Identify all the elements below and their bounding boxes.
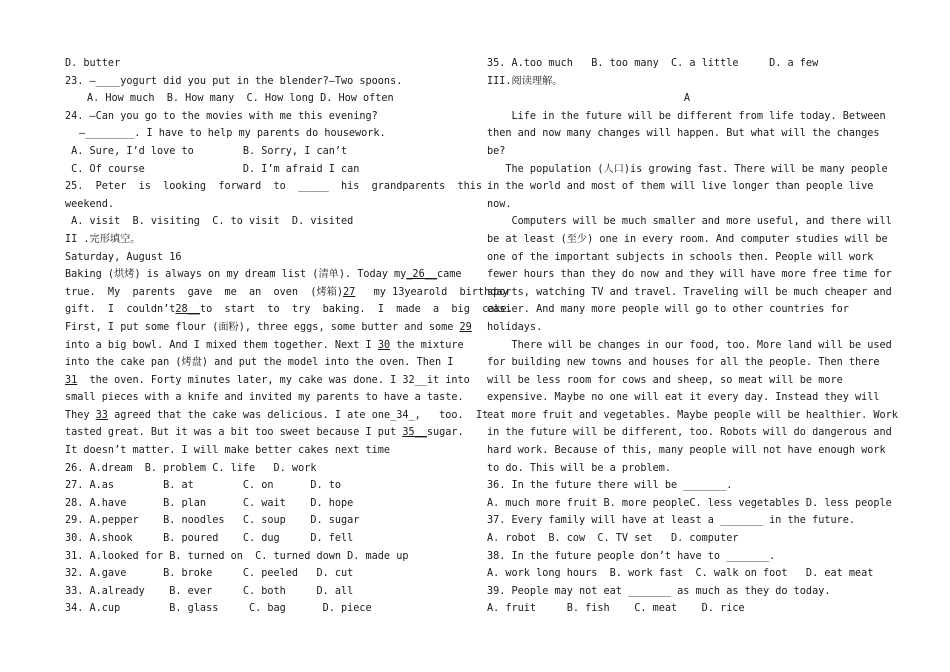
passage-label: A — [683, 93, 691, 105]
cloze-option-row: 31. A.looked for B. turned on C. turned down D. made up — [65, 550, 409, 562]
cloze-passage — [65, 266, 513, 460]
paragraph-line: be? — [487, 145, 506, 157]
blank-33: 33 — [95, 409, 108, 421]
passage-line: They 33 agreed that the cake was delicious. I ate one_34_, too. It — [65, 409, 489, 421]
paragraph-line: fewer hours than they do now and they will have more free time for — [487, 269, 892, 281]
paragraph-line: to do. This will be a problem. — [487, 462, 672, 474]
passage-line: into a big bowl. And I mixed them together. Next I 30 the mixture — [65, 339, 464, 351]
blank-27: 27 — [342, 286, 356, 298]
section-2-title: II .完形填空。 — [65, 233, 141, 245]
paragraph-line: hard work. Because of this, many people will not have enough work — [487, 445, 886, 457]
passage-date: Saturday, August 16 — [65, 251, 182, 263]
question-36-options: A. much more fruit B. more peopleC. less vegetables D. less people — [487, 497, 892, 509]
question-24-reply: —________. I have to help my parents do housework. — [79, 128, 386, 140]
paragraph-line: then and now many changes will happen. But what will the changes — [487, 128, 880, 140]
passage-line: into the cake pan (烤盘) and put the model into the oven. Then I — [65, 357, 454, 369]
paragraph-line: Life in the future will be different from life today. Between — [487, 110, 886, 122]
cloze-option-row: 33. A.already B. ever C. both D. all — [65, 585, 354, 597]
blank-28: 28__ — [175, 304, 200, 316]
paragraph-line: expensive. Maybe no one will eat it every day. Instead they will — [487, 392, 880, 404]
question-24-options-1: A. Sure, I’d love to B. Sorry, I can’t — [65, 145, 348, 157]
paragraph-line: in the future will be different, too. Robots will do dangerous and — [487, 427, 892, 439]
paragraph-line: There will be changes in our food, too. More land will be used — [487, 339, 892, 351]
reading-questions — [487, 477, 892, 618]
paragraph-line: will be less room for cows and sheep, so meat will be more — [487, 374, 843, 386]
paragraph-line: easier. And many more people will go to other countries for — [487, 304, 849, 316]
paragraph-line: for building new towns and houses for all the people. Then there — [487, 357, 880, 369]
question-25: 25. Peter is looking forward to _____ his grandparents this — [65, 181, 483, 193]
blank-30: 30 — [377, 339, 391, 351]
passage-line: small pieces with a knife and invited my parents to have a taste. — [65, 392, 464, 404]
question-24-options-2: C. Of course D. I’m afraid I can — [65, 163, 360, 175]
paragraph-line: The population (人口)is growing fast. There will be many people — [487, 163, 888, 175]
paragraph-line: be at least (至少) one in every room. And computer studies will be — [487, 233, 888, 245]
question-38-options: A. work long hours B. work fast C. walk on foot D. eat meat — [487, 568, 874, 580]
blank-29: 29 — [459, 321, 472, 333]
question-35-options: 35. A.too much B. too many C. a little D. a few — [487, 58, 819, 69]
right-column — [487, 55, 898, 618]
question-23-options: A. How much B. How many C. How long D. How often — [87, 93, 394, 105]
passage-line: 31 the oven. Forty minutes later, my cake was done. I 32__it into — [65, 374, 470, 386]
paragraph-line: holidays. — [487, 321, 543, 333]
question-23: 23. —____yogurt did you put in the blender?—Two spoons. — [65, 75, 403, 87]
question-39: 39. People may not eat _______ as much as they do today. — [487, 585, 831, 597]
passage-line: It doesn’t matter. I will make better cakes next time — [65, 445, 391, 457]
cloze-option-row: 26. A.dream B. problem C. life D. work — [65, 462, 317, 474]
cloze-option-row: 34. A.cup B. glass C. bag D. piece — [65, 603, 372, 615]
passage-line: Baking (烘烤) is always on my dream list (清单). Today my_26__came — [65, 269, 462, 281]
cloze-options — [65, 460, 463, 618]
paragraph-line: Computers will be much smaller and more useful, and there will — [487, 216, 892, 228]
blank-31: 31 — [65, 374, 78, 386]
question-25-options: A. visit B. visiting C. to visit D. visited — [65, 216, 354, 228]
passage-line: gift. I couldn’t28__to start to try baking. I made a big cake. — [65, 304, 513, 316]
question-37-options: A. robot B. cow C. TV set D. computer — [487, 533, 739, 545]
passage-line: tasted great. But it was a bit too sweet because I put 35__sugar. — [65, 427, 464, 439]
paragraph-line: now. — [487, 198, 512, 210]
question-24: 24. —Can you go to the movies with me this evening? — [65, 110, 378, 122]
section-3-title: III.阅读理解。 — [487, 75, 563, 87]
cloze-option-row: 30. A.shook B. poured C. dug D. fell — [65, 533, 354, 545]
blank-26: _26__ — [406, 269, 437, 281]
question-37: 37. Every family will have at least a _______ in the future. — [487, 515, 856, 527]
q22-option-d: D. butter — [65, 58, 121, 69]
cloze-option-row: 29. A.pepper B. noodles C. soup D. sugar — [65, 515, 360, 527]
paragraph-line: one of the important subjects in schools then. People will work — [487, 251, 874, 263]
cloze-option-row: 32. A.gave B. broke C. peeled D. cut — [65, 568, 354, 580]
paragraph-line: eat more fruit and vegetables. Maybe people will be healthier. Work — [487, 409, 898, 421]
blank-35: 35__ — [402, 427, 427, 439]
cloze-option-row: 28. A.have B. plan C. wait D. hope — [65, 497, 354, 509]
question-25-cont: weekend. — [65, 198, 115, 210]
question-36: 36. In the future there will be _______. — [487, 480, 733, 492]
paragraph-line: sports, watching TV and travel. Traveling will be much cheaper and — [487, 286, 892, 298]
passage-line: First, I put some flour (面粉), three eggs, some butter and some 29 — [65, 321, 472, 333]
cloze-option-row: 27. A.as B. at C. on D. to — [65, 480, 342, 492]
question-39-options: A. fruit B. fish C. meat D. rice — [487, 603, 745, 615]
paragraph-line: in the world and most of them will live longer than people live — [487, 181, 874, 193]
question-38: 38. In the future people don’t have to _______. — [487, 550, 776, 562]
passage-line: true. My parents gave me an oven (烤箱)27 my 13yearold birthday — [65, 286, 509, 298]
reading-passage — [487, 108, 898, 477]
